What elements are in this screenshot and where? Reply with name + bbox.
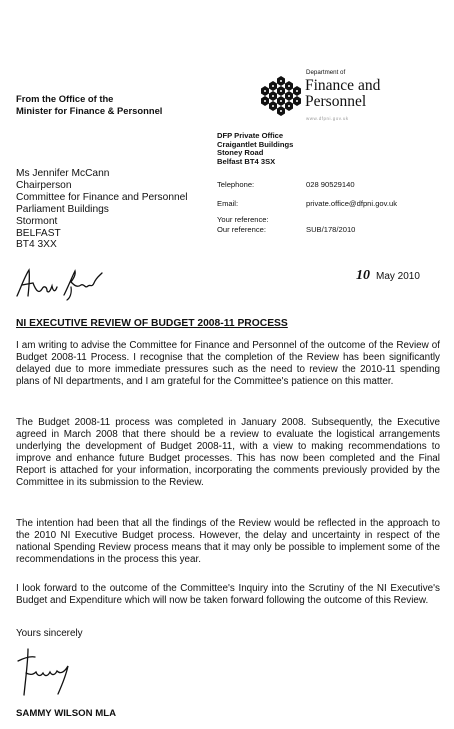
recipient-line: Chairperson [16, 179, 72, 191]
letter-date [356, 268, 420, 284]
body-paragraph-3: The intention had been that all the findings of the Review would be reflected in the approach to the 2010 NI Executive Budget process. However, the delay and uncertainty in respect of the national Spending Review process means that it may only be possible to implement some of the recommendations in the process this year. [16, 518, 440, 565]
sender-line-2: Minister for Finance & Personnel [16, 105, 163, 116]
department-website: www.dfpni.gov.uk [306, 116, 349, 121]
department-prefix: Department of [306, 69, 346, 76]
office-address-line: Belfast BT4 3SX [217, 156, 276, 166]
sender-line-1: From the Office of the [16, 93, 114, 104]
recipient-line: BELFAST [16, 227, 61, 239]
telephone-label: Telephone: [217, 180, 255, 189]
closing-salutation: Yours sincerely [16, 628, 83, 639]
body-paragraph-4: I look forward to the outcome of the Committee's Inquiry into the Scrutiny of the NI Executive's Budget and Expenditure which will now be taken forward following the outcome of this Review. [16, 583, 440, 606]
body-paragraph-2: The Budget 2008-11 process was completed in January 2008. Subsequently, the Executive agreed in March 2008 that there should be a review to evaluate the logistical arrangements underlying the development of Budget 2008-11, with a view to making recommendations to improve and enhance future Budget processes. This has now been completed and the Final Report is attached for your information, incorporating the comments previously provided by the Committee in its submission to the Review. [16, 417, 440, 488]
email-label: Email: [217, 199, 239, 208]
date-day: 10 [356, 268, 370, 283]
department-logo-icon [259, 72, 303, 116]
office-address-line: DFP Private Office [217, 131, 284, 140]
office-address [217, 132, 293, 166]
email-value[interactable]: private.office@dfpni.gov.uk [306, 199, 398, 208]
office-address-line: Stoney Road [217, 148, 264, 158]
handwritten-greeting-icon [14, 265, 106, 301]
sender-block [16, 93, 162, 117]
department-name-line-1: Finance and [305, 77, 381, 94]
letter-heading: NI EXECUTIVE REVIEW OF BUDGET 2008-11 PROCESS [16, 318, 288, 329]
office-address-line: Craigantlet Buildings [217, 139, 294, 149]
recipient-line: Committee for Finance and Personnel [16, 191, 188, 203]
signature-icon [14, 643, 72, 701]
recipient-line: BT4 3XX [16, 239, 57, 251]
signer-name: SAMMY WILSON MLA [16, 708, 117, 719]
our-reference-value: SUB/178/2010 [306, 225, 356, 234]
department-name-line-2: Personnel [305, 93, 367, 110]
our-reference-label: Our reference: [217, 225, 266, 234]
body-paragraph-1: I am writing to advise the Committee for Finance and Personnel of the outcome of the Review of Budget 2008-11 Process. I recognise that the completion of the Review has been significantly delayed due to more immediate pressures such as the need to review the 2010-11 spending plans of NI departments, and I am grateful for the Committee's patience on this matter. [16, 340, 440, 387]
recipient-line: Stormont [16, 215, 58, 227]
recipient-line: Ms Jennifer McCann [16, 168, 110, 179]
date-month-year: May 2010 [376, 271, 420, 282]
your-reference-label: Your reference: [217, 215, 269, 224]
telephone-value: 028 90529140 [306, 180, 355, 189]
recipient-line: Parliament Buildings [16, 203, 109, 215]
department-name [305, 78, 380, 110]
recipient-address [16, 168, 188, 251]
